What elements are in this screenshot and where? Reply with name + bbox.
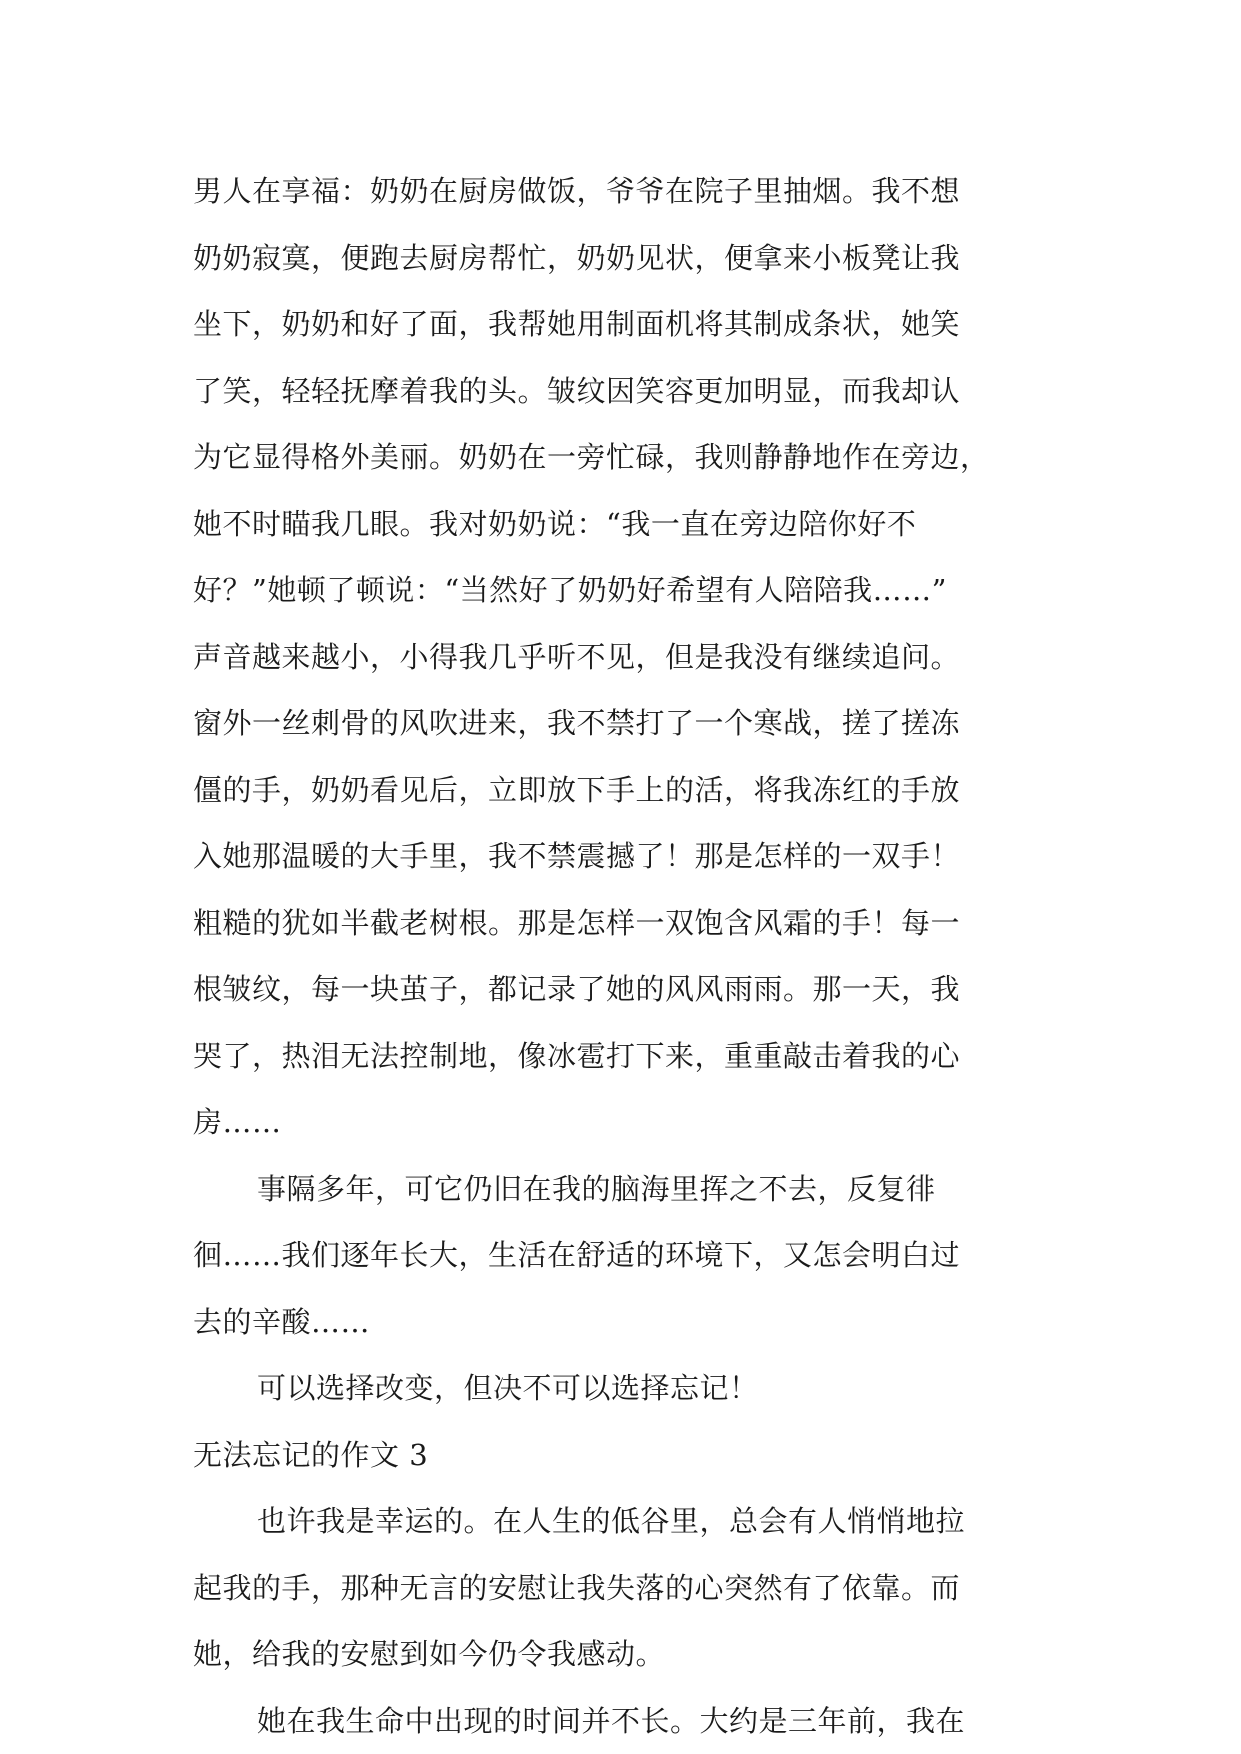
text-line: 坐下，奶奶和好了面，我帮她用制面机将其制成条状，她笑 xyxy=(193,307,961,341)
text-line: 哭了，热泪无法控制地，像冰雹打下来，重重敲击着我的心 xyxy=(193,1038,961,1073)
text-line: 徊……我们逐年长大，生活在舒适的环境下，又怎会明白过 xyxy=(193,1238,961,1272)
paragraph-start-line: 事隔多年，可它仍旧在我的脑海里挥之不去，反复徘 xyxy=(257,1171,936,1206)
text-line: 窗外一丝刺骨的风吹进来，我不禁打了一个寒战，搓了搓冻 xyxy=(193,706,961,740)
document-body xyxy=(193,158,1053,1754)
text-line: 声音越来越小，小得我几乎听不见，但是我没有继续追问。 xyxy=(193,639,961,674)
text-line: 了笑，轻轻抚摩着我的头。皱纹因笑容更加明显，而我却认 xyxy=(193,373,961,408)
text-line: 她，给我的安慰到如今仍令我感动。 xyxy=(193,1637,666,1671)
text-line: 她不时瞄我几眼。我对奶奶说：“我一直在旁边陪你好不 xyxy=(193,506,917,541)
paragraph-start-line: 她在我生命中出现的时间并不长。大约是三年前，我在 xyxy=(257,1703,966,1738)
text-line: 僵的手，奶奶看见后，立即放下手上的活，将我冻红的手放 xyxy=(193,772,961,807)
text-line: 去的辛酸…… xyxy=(193,1304,371,1339)
text-line: 为它显得格外美丽。奶奶在一旁忙碌，我则静静地作在旁边， xyxy=(193,440,990,474)
paragraph-start-line: 也许我是幸运的。在人生的低谷里，总会有人悄悄地拉 xyxy=(257,1504,966,1538)
text-line: 粗糙的犹如半截老树根。那是怎样一双饱含风霜的手！每一 xyxy=(193,905,961,940)
text-line: 好？”她顿了顿说：“当然好了奶奶好希望有人陪陪我……” xyxy=(193,573,947,607)
text-line: 起我的手，那种无言的安慰让我失落的心突然有了依靠。而 xyxy=(193,1570,961,1605)
text-line: 男人在享福：奶奶在厨房做饭，爷爷在院子里抽烟。我不想 xyxy=(193,174,961,208)
text-line: 根皱纹，每一块茧子，都记录了她的风风雨雨。那一天，我 xyxy=(193,972,961,1006)
text-line: 奶奶寂寞，便跑去厨房帮忙，奶奶见状，便拿来小板凳让我 xyxy=(193,240,961,275)
paragraph-start-line: 可以选择改变，但决不可以选择忘记！ xyxy=(257,1371,759,1405)
section-heading: 无法忘记的作文 3 xyxy=(193,1437,429,1472)
text-line: 入她那温暖的大手里，我不禁震撼了！那是怎样的一双手！ xyxy=(193,839,961,873)
text-line: 房…… xyxy=(193,1105,282,1139)
